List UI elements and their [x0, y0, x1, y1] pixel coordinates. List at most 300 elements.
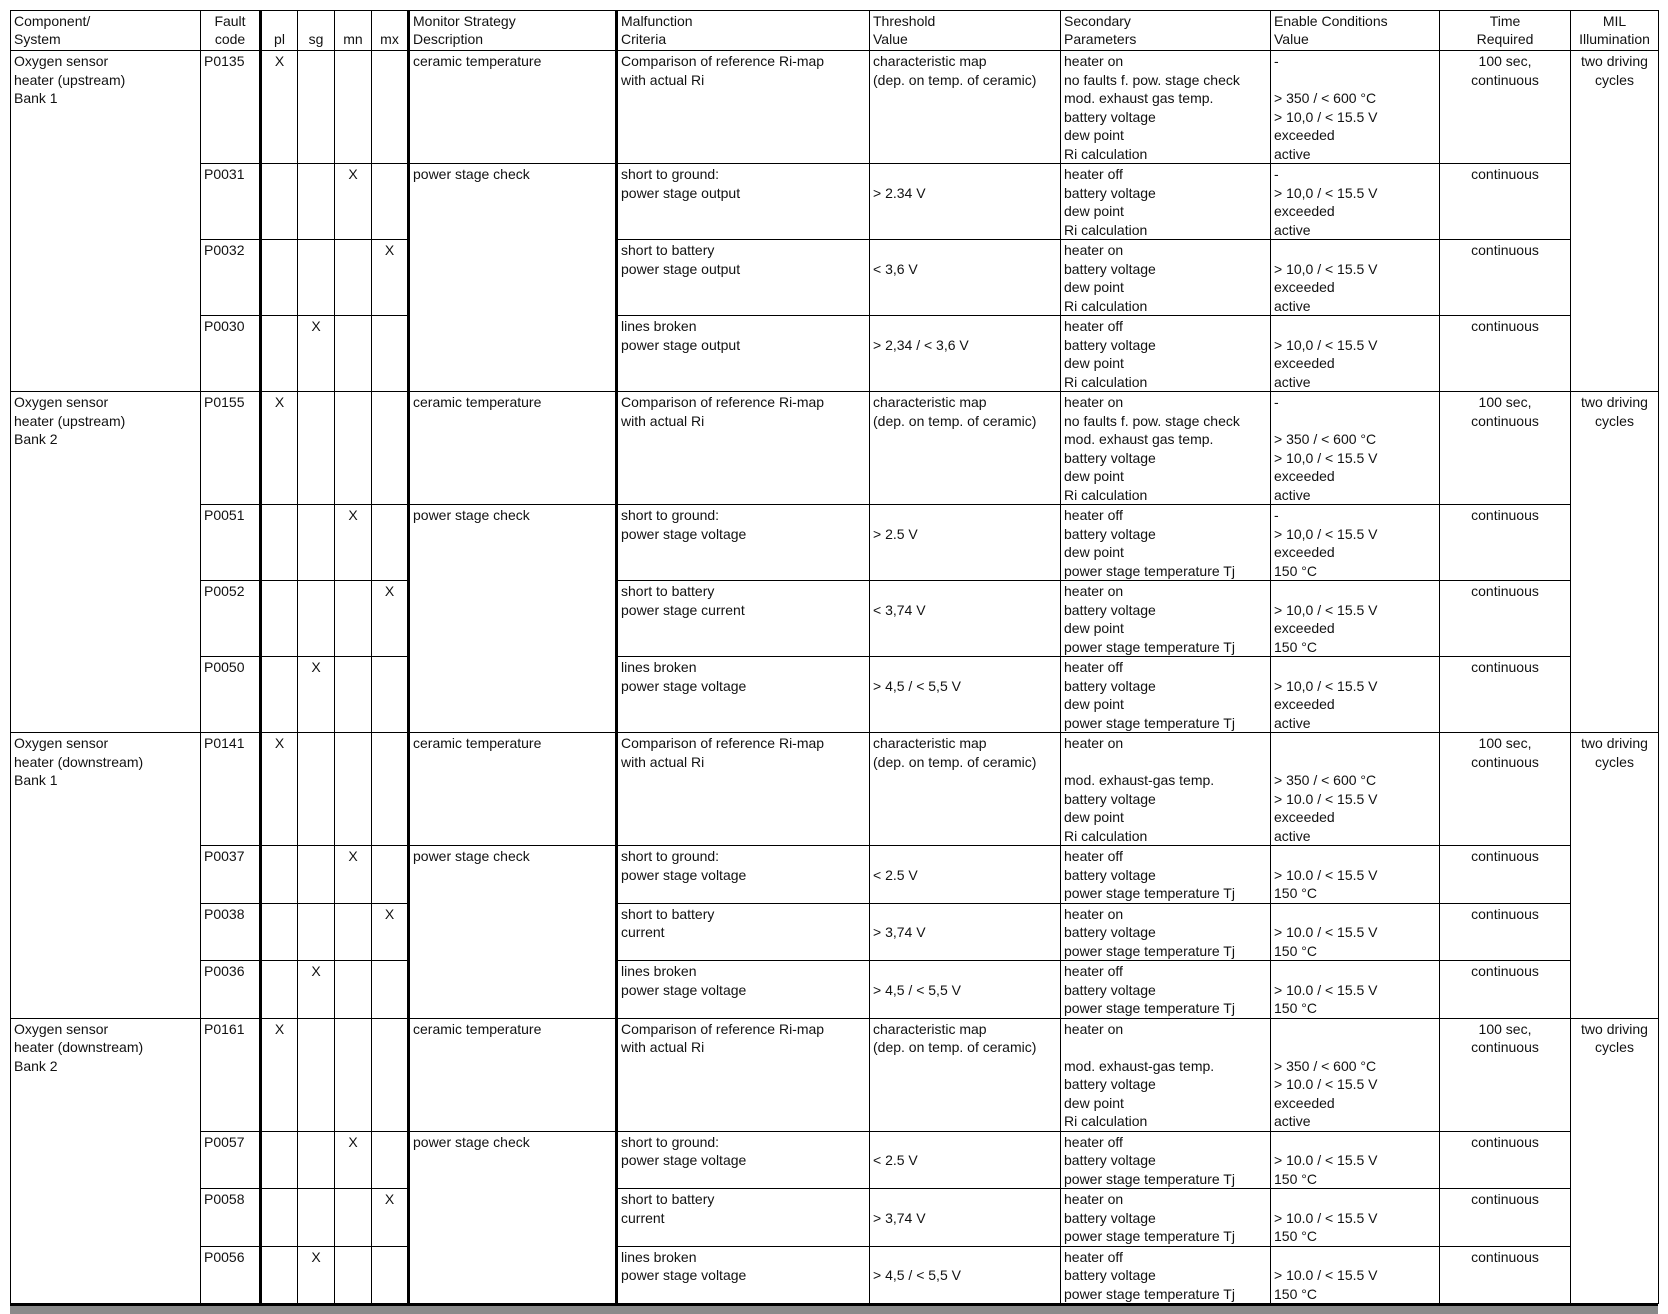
text-line: power stage output: [621, 184, 741, 201]
text-line: battery voltage: [1064, 449, 1156, 466]
enable-conditions-cell: [1271, 961, 1440, 1019]
text-line: Ri calculation: [1064, 297, 1148, 314]
text-line: 150 °C: [1274, 1228, 1317, 1244]
header-pl: pl: [261, 11, 298, 51]
threshold-value-cell: [870, 51, 1061, 164]
text-line: active: [1274, 714, 1311, 731]
text-line: heater on: [1064, 735, 1124, 751]
threshold-value-cell: [870, 316, 1061, 392]
text-line: [873, 1133, 1057, 1152]
secondary-parameters-cell: [1061, 240, 1271, 316]
text-line: > 10,0 / < 15.5 V: [1274, 677, 1378, 694]
text-line: Value: [873, 31, 908, 47]
text-line: 150 °C: [1274, 885, 1317, 901]
text-line: exceeded: [1274, 544, 1335, 560]
text-line: 150 °C: [1274, 562, 1317, 579]
enable-conditions-cell: [1271, 316, 1440, 392]
pl-cell: [261, 657, 298, 733]
fault-code-cell: P0052: [201, 581, 261, 657]
malfunction-criteria-cell: [617, 733, 870, 846]
text-line: battery voltage: [1064, 1209, 1156, 1226]
text-line: battery voltage: [1064, 184, 1156, 201]
text-line: power stage voltage: [621, 1152, 747, 1168]
text-line: lines broken: [621, 318, 697, 334]
text-line: power stage voltage: [621, 1267, 747, 1283]
fault-code-cell: P0161: [201, 1018, 261, 1131]
text-line: > 10.0 / < 15.5 V: [1274, 1076, 1378, 1092]
monitor-strategy-cell: ceramic temperature: [409, 733, 617, 846]
text-line: Oxygen sensor: [14, 735, 109, 751]
text-line: continuous: [1471, 71, 1539, 88]
text-line: two driving: [1581, 53, 1648, 69]
pl-cell: [261, 1189, 298, 1247]
text-line: > 4,5 / < 5,5 V: [873, 677, 961, 694]
text-line: Ri calculation: [1064, 827, 1148, 844]
fault-code-cell: P0155: [201, 392, 261, 505]
malfunction-criteria-cell: [617, 1018, 870, 1131]
text-line: short to battery: [621, 1191, 715, 1207]
text-line: short to ground:: [621, 507, 720, 523]
text-line: Value: [1274, 31, 1309, 47]
text-line: -: [1274, 507, 1279, 523]
sg-cell: [298, 1018, 335, 1131]
text-line: dew point: [1064, 620, 1124, 636]
text-line: [1274, 412, 1436, 431]
fault-code-cell: P0032: [201, 240, 261, 316]
text-line: power stage temperature Tj: [1064, 1170, 1235, 1187]
text-line: with actual Ri: [621, 1039, 705, 1055]
text-line: 150 °C: [1274, 1170, 1317, 1187]
text-line: [1274, 734, 1436, 753]
monitor-strategy-cell: power stage check: [409, 846, 617, 1019]
text-line: active: [1274, 1113, 1311, 1129]
fault-code-cell: P0051: [201, 505, 261, 581]
text-line: 100 sec,: [1478, 735, 1532, 751]
time-required-cell: continuous: [1440, 581, 1571, 657]
text-line: power stage temperature Tj: [1064, 942, 1235, 959]
pl-cell: [261, 1131, 298, 1189]
header-threshold: [870, 11, 1061, 51]
text-line: Criteria: [621, 31, 667, 47]
mn-cell: X: [335, 846, 372, 904]
pl-cell: [261, 316, 298, 392]
secondary-parameters-cell: [1061, 1189, 1271, 1247]
sg-cell: X: [298, 961, 335, 1019]
mx-cell: [372, 961, 409, 1019]
mil-illumination-cell: [1571, 733, 1659, 1019]
pl-cell: [261, 846, 298, 904]
monitor-strategy-cell: power stage check: [409, 1131, 617, 1304]
text-line: Comparison of reference Ri-map: [621, 735, 825, 751]
table-row: [11, 164, 1659, 240]
text-line: 150 °C: [1274, 942, 1317, 959]
text-line: Comparison of reference Ri-map: [621, 394, 825, 410]
fault-code-cell: P0058: [201, 1189, 261, 1247]
mx-cell: [372, 733, 409, 846]
text-line: Oxygen sensor: [14, 1020, 109, 1037]
pl-cell: [261, 581, 298, 657]
text-line: no faults f. pow. stage check: [1064, 71, 1240, 88]
time-required-cell: [1440, 1018, 1571, 1131]
text-line: 150 °C: [1274, 638, 1317, 655]
text-line: Secondary: [1064, 13, 1131, 29]
time-required-cell: continuous: [1440, 316, 1571, 392]
pl-cell: [261, 505, 298, 581]
text-line: < 3,6 V: [873, 260, 918, 277]
mn-cell: [335, 51, 372, 164]
text-line: < 2.5 V: [873, 866, 918, 883]
text-line: power stage temperature Tj: [1064, 1000, 1235, 1016]
text-line: > 10,0 / < 15.5 V: [1274, 108, 1378, 125]
text-line: two driving: [1581, 735, 1648, 751]
text-line: power stage current: [621, 601, 745, 618]
table-row: [11, 1246, 1659, 1304]
text-line: power stage voltage: [621, 981, 747, 998]
fault-code-cell: P0031: [201, 164, 261, 240]
time-required-cell: [1440, 733, 1571, 846]
sg-cell: [298, 1131, 335, 1189]
secondary-parameters-cell: [1061, 581, 1271, 657]
text-line: heater on: [1064, 1020, 1124, 1037]
mn-cell: [335, 903, 372, 961]
mn-cell: [335, 1189, 372, 1247]
text-line: short to battery: [621, 905, 715, 922]
table-row: [11, 1018, 1659, 1131]
enable-conditions-cell: [1271, 1246, 1440, 1304]
text-line: battery voltage: [1064, 525, 1156, 542]
text-line: Ri calculation: [1064, 373, 1148, 390]
text-line: > 10.0 / < 15.5 V: [1274, 866, 1378, 883]
enable-conditions-cell: [1271, 733, 1440, 846]
text-line: active: [1274, 373, 1311, 390]
text-line: Ri calculation: [1064, 486, 1148, 503]
text-line: > 10,0 / < 15.5 V: [1274, 525, 1378, 542]
text-line: lines broken: [621, 659, 697, 675]
text-line: battery voltage: [1064, 1076, 1156, 1092]
text-line: [1064, 753, 1267, 772]
text-line: cycles: [1595, 412, 1634, 429]
pl-cell: X: [261, 392, 298, 505]
malfunction-criteria-cell: [617, 1131, 870, 1189]
mn-cell: [335, 657, 372, 733]
mx-cell: [372, 1018, 409, 1131]
text-line: heater (upstream): [14, 71, 126, 88]
text-line: short to ground:: [621, 166, 720, 182]
text-line: > 3,74 V: [873, 1209, 926, 1226]
text-line: > 350 / < 600 °C: [1274, 1057, 1377, 1074]
text-line: > 350 / < 600 °C: [1274, 431, 1377, 447]
text-line: Comparison of reference Ri-map: [621, 1020, 825, 1037]
text-line: Ri calculation: [1064, 1113, 1148, 1129]
header-fault-code: [201, 11, 261, 51]
text-line: Parameters: [1064, 31, 1137, 47]
text-line: battery voltage: [1064, 981, 1156, 998]
text-line: power stage output: [621, 336, 741, 353]
text-line: [873, 582, 1057, 601]
monitor-strategy-cell: power stage check: [409, 505, 617, 733]
text-line: characteristic map: [873, 394, 987, 410]
mn-cell: [335, 392, 372, 505]
time-required-cell: continuous: [1440, 1246, 1571, 1304]
threshold-value-cell: [870, 164, 1061, 240]
text-line: [873, 317, 1057, 336]
monitor-strategy-cell: ceramic temperature: [409, 392, 617, 505]
table-row: [11, 657, 1659, 733]
text-line: heater (upstream): [14, 412, 126, 429]
text-line: System: [14, 31, 61, 47]
sg-cell: [298, 505, 335, 581]
text-line: dew point: [1064, 203, 1124, 219]
text-line: Malfunction: [621, 13, 693, 29]
table-row: [11, 1189, 1659, 1247]
table-row: [11, 505, 1659, 581]
text-line: [873, 1248, 1057, 1267]
text-line: MIL: [1602, 13, 1627, 29]
secondary-parameters-cell: [1061, 657, 1271, 733]
text-line: battery voltage: [1064, 1152, 1156, 1168]
sg-cell: [298, 846, 335, 904]
text-line: heater (downstream): [14, 753, 144, 770]
mn-cell: [335, 316, 372, 392]
text-line: active: [1274, 297, 1311, 314]
component-cell: [11, 51, 201, 392]
text-line: [873, 506, 1057, 525]
text-line: power stage output: [621, 260, 741, 277]
text-line: Required: [1476, 31, 1534, 47]
header-mn: mn: [335, 11, 372, 51]
text-line: heater off: [1064, 848, 1123, 864]
table-body: [11, 51, 1659, 1304]
table-row: [11, 392, 1659, 505]
text-line: [873, 905, 1057, 924]
text-line: power stage temperature Tj: [1064, 638, 1235, 655]
malfunction-criteria-cell: [617, 657, 870, 733]
text-line: > 350 / < 600 °C: [1274, 90, 1377, 106]
malfunction-criteria-cell: [617, 164, 870, 240]
oxygen-sensor-heater-monitor-table: [10, 10, 1659, 1304]
text-line: characteristic map: [873, 1020, 987, 1037]
mn-cell: X: [335, 164, 372, 240]
threshold-value-cell: [870, 581, 1061, 657]
malfunction-criteria-cell: [617, 316, 870, 392]
enable-conditions-cell: [1271, 581, 1440, 657]
malfunction-criteria-cell: [617, 581, 870, 657]
text-line: [873, 1190, 1057, 1209]
header-secondary: [1061, 11, 1271, 51]
header-row: [11, 11, 1659, 51]
fault-code-cell: P0056: [201, 1246, 261, 1304]
fault-code-cell: P0037: [201, 846, 261, 904]
header-time: [1440, 11, 1571, 51]
mil-illumination-cell: [1571, 51, 1659, 392]
malfunction-criteria-cell: [617, 903, 870, 961]
text-line: Ri calculation: [1064, 145, 1148, 162]
text-line: two driving: [1581, 1020, 1648, 1037]
text-line: 100 sec,: [1478, 394, 1532, 410]
text-line: exceeded: [1274, 696, 1335, 712]
text-line: Fault: [214, 13, 246, 29]
text-line: [873, 658, 1057, 677]
secondary-parameters-cell: [1061, 164, 1271, 240]
text-line: heater off: [1064, 659, 1123, 675]
text-line: active: [1274, 145, 1311, 162]
enable-conditions-cell: [1271, 164, 1440, 240]
text-line: exceeded: [1274, 355, 1335, 371]
text-line: heater off: [1064, 507, 1123, 523]
mx-cell: [372, 392, 409, 505]
pl-cell: [261, 903, 298, 961]
threshold-value-cell: [870, 846, 1061, 904]
text-line: short to battery: [621, 242, 715, 258]
monitor-strategy-cell: ceramic temperature: [409, 1018, 617, 1131]
text-line: [873, 847, 1057, 866]
pl-cell: [261, 1246, 298, 1304]
text-line: [1274, 1133, 1436, 1152]
mn-cell: [335, 240, 372, 316]
time-required-cell: continuous: [1440, 846, 1571, 904]
text-line: power stage voltage: [621, 866, 747, 883]
secondary-parameters-cell: [1061, 51, 1271, 164]
mn-cell: [335, 961, 372, 1019]
text-line: with actual Ri: [621, 753, 705, 770]
text-line: heater on: [1064, 583, 1124, 599]
sg-cell: [298, 164, 335, 240]
text-line: battery voltage: [1064, 866, 1156, 883]
threshold-value-cell: [870, 1189, 1061, 1247]
text-line: cycles: [1595, 753, 1634, 770]
text-line: [1274, 905, 1436, 924]
sg-cell: [298, 581, 335, 657]
table-row: [11, 903, 1659, 961]
pl-cell: X: [261, 1018, 298, 1131]
table-row: [11, 846, 1659, 904]
header-mx: mx: [372, 11, 409, 51]
text-line: short to battery: [621, 583, 715, 599]
threshold-value-cell: [870, 961, 1061, 1019]
secondary-parameters-cell: [1061, 961, 1271, 1019]
text-line: (dep. on temp. of ceramic): [873, 753, 1037, 770]
text-line: > 10.0 / < 15.5 V: [1274, 790, 1378, 807]
fault-code-cell: P0038: [201, 903, 261, 961]
mx-cell: [372, 51, 409, 164]
monitor-strategy-cell: power stage check: [409, 164, 617, 392]
text-line: > 3,74 V: [873, 924, 926, 940]
text-line: with actual Ri: [621, 71, 705, 88]
text-line: dew point: [1064, 127, 1124, 143]
text-line: (dep. on temp. of ceramic): [873, 71, 1037, 88]
text-line: < 3,74 V: [873, 601, 926, 618]
text-line: heater on: [1064, 1191, 1124, 1207]
sg-cell: [298, 240, 335, 316]
text-line: > 2.5 V: [873, 525, 918, 542]
text-line: dew point: [1064, 1094, 1124, 1111]
secondary-parameters-cell: [1061, 505, 1271, 581]
text-line: [873, 241, 1057, 260]
text-line: lines broken: [621, 963, 697, 979]
text-line: lines broken: [621, 1248, 697, 1265]
text-line: Oxygen sensor: [14, 394, 109, 410]
mn-cell: X: [335, 1131, 372, 1189]
table-row: [11, 1131, 1659, 1189]
mx-cell: [372, 1131, 409, 1189]
text-line: dew point: [1064, 696, 1124, 712]
text-line: > 10.0 / < 15.5 V: [1274, 924, 1378, 940]
threshold-value-cell: [870, 903, 1061, 961]
header-monitor: [409, 11, 617, 51]
time-required-cell: [1440, 51, 1571, 164]
text-line: dew point: [1064, 544, 1124, 560]
text-line: heater off: [1064, 318, 1123, 334]
text-line: Bank 2: [14, 431, 58, 447]
fault-code-cell: P0036: [201, 961, 261, 1019]
text-line: heater off: [1064, 963, 1123, 979]
text-line: [1274, 658, 1436, 677]
threshold-value-cell: [870, 733, 1061, 846]
text-line: Oxygen sensor: [14, 53, 109, 69]
secondary-parameters-cell: [1061, 1131, 1271, 1189]
text-line: [1274, 241, 1436, 260]
text-line: [1064, 1038, 1267, 1057]
text-line: > 10.0 / < 15.5 V: [1274, 981, 1378, 998]
enable-conditions-cell: [1271, 51, 1440, 164]
malfunction-criteria-cell: [617, 392, 870, 505]
text-line: power stage temperature Tj: [1064, 885, 1235, 901]
mn-cell: [335, 1018, 372, 1131]
text-line: [1274, 753, 1436, 772]
enable-conditions-cell: [1271, 657, 1440, 733]
enable-conditions-cell: [1271, 505, 1440, 581]
text-line: Comparison of reference Ri-map: [621, 53, 825, 69]
mx-cell: [372, 846, 409, 904]
text-line: Enable Conditions: [1274, 13, 1388, 29]
mx-cell: [372, 505, 409, 581]
enable-conditions-cell: [1271, 903, 1440, 961]
text-line: Bank 2: [14, 1057, 58, 1074]
text-line: characteristic map: [873, 53, 987, 69]
table-row: [11, 581, 1659, 657]
mx-cell: X: [372, 581, 409, 657]
text-line: heater on: [1064, 394, 1124, 410]
mx-cell: [372, 657, 409, 733]
table-row: [11, 240, 1659, 316]
fault-code-cell: P0141: [201, 733, 261, 846]
text-line: heater (downstream): [14, 1039, 144, 1055]
text-line: battery voltage: [1064, 790, 1156, 807]
threshold-value-cell: [870, 505, 1061, 581]
mx-cell: [372, 1246, 409, 1304]
sg-cell: [298, 51, 335, 164]
text-line: heater off: [1064, 1133, 1123, 1150]
enable-conditions-cell: [1271, 1189, 1440, 1247]
text-line: > 4,5 / < 5,5 V: [873, 1267, 961, 1283]
time-required-cell: continuous: [1440, 505, 1571, 581]
secondary-parameters-cell: [1061, 316, 1271, 392]
threshold-value-cell: [870, 392, 1061, 505]
text-line: 100 sec,: [1478, 53, 1532, 69]
mil-illumination-cell: [1571, 392, 1659, 733]
header-sg: sg: [298, 11, 335, 51]
text-line: power stage voltage: [621, 525, 747, 542]
fault-code-cell: P0050: [201, 657, 261, 733]
header-mil: [1571, 11, 1659, 51]
text-line: heater on: [1064, 242, 1124, 258]
threshold-value-cell: [870, 240, 1061, 316]
text-line: exceeded: [1274, 468, 1335, 484]
malfunction-criteria-cell: [617, 1189, 870, 1247]
fault-code-cell: P0135: [201, 51, 261, 164]
malfunction-criteria-cell: [617, 240, 870, 316]
text-line: cycles: [1595, 1039, 1634, 1055]
